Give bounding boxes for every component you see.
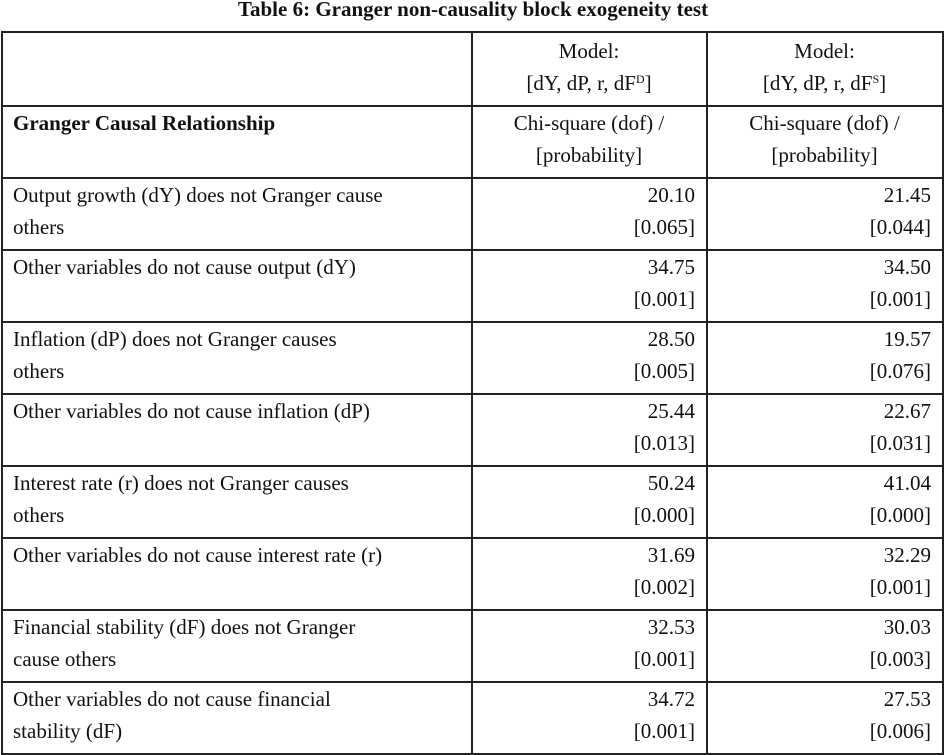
relationship-header: Granger Causal Relationship <box>2 106 472 178</box>
probability-value: [0.000] <box>869 503 931 527</box>
model1-label: Model: <box>558 39 620 63</box>
probability-value: [0.076] <box>869 359 931 383</box>
granger-table <box>1 31 944 755</box>
probability-value: [0.065] <box>633 215 695 239</box>
model1-cell <box>472 682 707 754</box>
probability-value: [0.001] <box>633 647 695 671</box>
chi-square-value: 31.69 <box>647 543 695 567</box>
model1-cell <box>472 394 707 466</box>
relationship-cell: Inflation (dP) does not Granger causes others <box>2 322 472 394</box>
model2-cell <box>707 394 943 466</box>
model1-cell <box>472 466 707 538</box>
probability-value: [0.044] <box>869 215 931 239</box>
empty-header-cell <box>2 32 472 106</box>
relationship-cell: Output growth (dY) does not Granger cause others <box>2 178 472 250</box>
probability-value: [0.013] <box>633 431 695 455</box>
probability-value: [0.005] <box>633 359 695 383</box>
probability-value: [0.001] <box>633 719 695 743</box>
relationship-cell: Interest rate (r) does not Granger causes others <box>2 466 472 538</box>
table-row <box>2 610 943 682</box>
table-row <box>2 394 943 466</box>
model2-cell <box>707 322 943 394</box>
model1-cell <box>472 178 707 250</box>
model2-cell <box>707 682 943 754</box>
probability-value: [0.002] <box>633 575 695 599</box>
probability-value: [0.031] <box>869 431 931 455</box>
model1-cell <box>472 610 707 682</box>
probability-value: [0.003] <box>869 647 931 671</box>
probability-value: [0.006] <box>869 719 931 743</box>
relationship-cell: Other variables do not cause financial stability (dF) <box>2 682 472 754</box>
model1-header <box>472 32 707 106</box>
table-caption: Table 6: Granger non-causality block exogeneity test <box>237 0 709 21</box>
chi-square-value: 30.03 <box>883 615 931 639</box>
model2-cell <box>707 610 943 682</box>
model2-cell <box>707 178 943 250</box>
model2-cell <box>707 538 943 610</box>
relationship-cell: Other variables do not cause interest rate (r) <box>2 538 472 610</box>
chi-square-value: 19.57 <box>883 327 931 351</box>
chi-square-value: 32.53 <box>647 615 695 639</box>
probability-value: [0.001] <box>633 287 695 311</box>
chi-square-value: 34.50 <box>883 255 931 279</box>
relationship-cell: Other variables do not cause output (dY) <box>2 250 472 322</box>
probability-value: [0.000] <box>633 503 695 527</box>
model1-cell <box>472 538 707 610</box>
table-row <box>2 322 943 394</box>
model1-cell <box>472 322 707 394</box>
chi-square-value: 34.75 <box>647 255 695 279</box>
table-row <box>2 466 943 538</box>
model2-header <box>707 32 943 106</box>
chi-square-value: 20.10 <box>647 183 695 207</box>
model2-stat-header: Chi-square (dof) / [probability] <box>707 106 943 178</box>
chi-square-value: 50.24 <box>647 471 695 495</box>
table-row <box>2 538 943 610</box>
table-row <box>2 250 943 322</box>
model1-vars: [dY, dP, r, $dF^D$] <box>526 71 652 95</box>
model1-stat-header: Chi-square (dof) / [probability] <box>472 106 707 178</box>
model-header-row <box>2 32 943 106</box>
chi-square-value: 27.53 <box>883 687 931 711</box>
model2-cell <box>707 250 943 322</box>
column-header-row <box>2 106 943 178</box>
chi-square-value: 28.50 <box>647 327 695 351</box>
chi-square-value: 25.44 <box>647 399 695 423</box>
probability-value: [0.001] <box>869 287 931 311</box>
table-row <box>2 178 943 250</box>
chi-square-value: 41.04 <box>883 471 931 495</box>
model1-cell <box>472 250 707 322</box>
model2-vars: [dY, dP, r, $dF^S$] <box>762 71 887 95</box>
table-row <box>2 682 943 754</box>
model2-cell <box>707 466 943 538</box>
probability-value: [0.001] <box>869 575 931 599</box>
relationship-cell: Financial stability (dF) does not Granger cause others <box>2 610 472 682</box>
chi-square-value: 32.29 <box>883 543 931 567</box>
chi-square-value: 21.45 <box>883 183 931 207</box>
chi-square-value: 22.67 <box>883 399 931 423</box>
relationship-cell: Other variables do not cause inflation (dP) <box>2 394 472 466</box>
chi-square-value: 34.72 <box>647 687 695 711</box>
model2-label: Model: <box>794 39 855 63</box>
